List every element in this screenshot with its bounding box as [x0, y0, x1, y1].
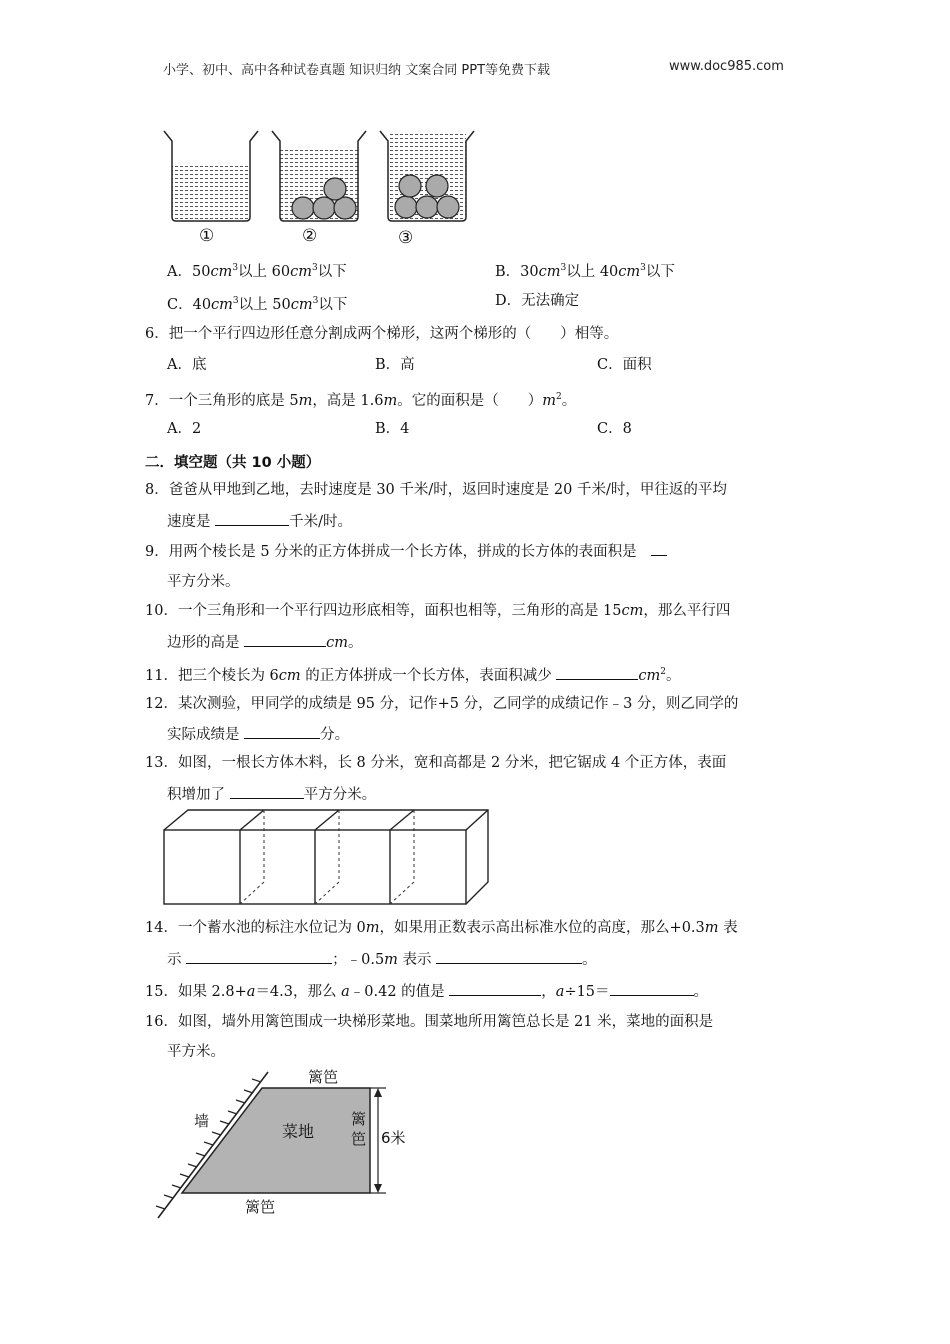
q14-line2: 示 ；﹣0.5m 表示 。 — [167, 949, 597, 970]
garden-figure — [150, 1060, 410, 1220]
q15-text: 15．如果 2.8+a＝4.3，那么 a﹣0.42 的值是 ，a÷15＝ 。 — [145, 981, 708, 1002]
q15-blank-1[interactable] — [449, 981, 541, 996]
section-title-fill-blank: 二．填空题（共 10 小题） — [145, 455, 321, 471]
q11-blank[interactable] — [556, 665, 638, 680]
beaker-2 — [272, 131, 366, 221]
q7-text: 7．一个三角形的底是 5m，高是 1.6m。它的面积是（ ）$m^2$。 — [145, 392, 577, 409]
garden-label-height: 6米 — [381, 1129, 406, 1147]
garden-label-top-fence: 篱笆 — [308, 1068, 339, 1086]
q11-text: 11．把三个棱长为 6cm 的正方体拼成一个长方体，表面积减少 $cm^2$。 — [145, 662, 681, 686]
q6-option-a: A．底 — [167, 357, 207, 373]
wood-block-figure — [160, 806, 495, 908]
q12-line2: 实际成绩是 分。 — [167, 724, 349, 745]
q6-option-c: C．面积 — [597, 357, 652, 373]
q10-blank[interactable] — [244, 632, 326, 647]
beaker-label-3: ③ — [398, 228, 414, 248]
header-left: 小学、初中、高中各种试卷真题 知识归纳 文案合同 PPT等免费下载 — [163, 63, 551, 78]
q13-blank[interactable] — [230, 784, 304, 799]
q7-option-c: C．8 — [597, 421, 632, 437]
beaker-label-1: ① — [199, 226, 215, 246]
garden-label-bottom-fence: 篱笆 — [245, 1198, 276, 1216]
q16-line1: 16．如图，墙外用篱笆围成一块梯形菜地。围菜地所用篱笆总长是 21 米，菜地的面积是 — [145, 1014, 714, 1030]
q9-line1: 9．用两个棱长是 5 分米的正方体拼成一个长方体，拼成的长方体的表面积是 — [145, 541, 667, 562]
q12-line1: 12．某次测验，甲同学的成绩是 95 分，记作+5 分，乙同学的成绩记作﹣3 分，则乙同学的 — [145, 696, 739, 712]
beaker-1 — [164, 131, 258, 221]
header-url: www.doc985.com — [669, 59, 784, 74]
q5-option-a: A．$50cm^3$以上 $60cm^3$以下 — [167, 263, 347, 280]
q16-line2: 平方米。 — [167, 1044, 225, 1060]
q13-line2: 积增加了 平方分米。 — [167, 784, 376, 805]
q8-blank[interactable] — [215, 511, 289, 526]
q9-blank[interactable] — [651, 541, 667, 556]
garden-label-wall: 墙 — [194, 1112, 210, 1130]
garden-label-side-fence-1: 篱 — [351, 1110, 367, 1128]
q7-option-b: B．4 — [375, 421, 410, 437]
beaker-label-2: ② — [302, 226, 318, 246]
q10-line2: 边形的高是 cm。 — [167, 632, 362, 653]
q14-line1: 14．一个蓄水池的标注水位记为 0m，如果用正数表示高出标准水位的高度，那么+0.3m 表 — [145, 920, 738, 936]
q5-option-b: B．$30cm^3$以上 $40cm^3$以下 — [495, 263, 675, 280]
q5-option-d: D．无法确定 — [495, 293, 580, 309]
q14-blank-1[interactable] — [186, 949, 332, 964]
garden-label-field: 菜地 — [282, 1122, 315, 1141]
q12-blank[interactable] — [244, 724, 320, 739]
q5-option-c: C．$40cm^3$以上 $50cm^3$以下 — [167, 296, 348, 313]
q13-line1: 13．如图，一根长方体木料，长 8 分米，宽和高都是 2 分米，把它锯成 4 个正方体，表面 — [145, 755, 727, 771]
q6-text: 6．把一个平行四边形任意分割成两个梯形，这两个梯形的（ ）相等。 — [145, 326, 619, 342]
beaker-3 — [380, 131, 474, 221]
q10-line1: 10．一个三角形和一个平行四边形底相等，面积也相等，三角形的高是 15cm，那么平行四 — [145, 603, 731, 619]
q14-blank-2[interactable] — [436, 949, 582, 964]
q8-line2: 速度是 千米/时。 — [167, 511, 352, 532]
q9-line2: 平方分米。 — [167, 574, 240, 590]
garden-label-side-fence-2: 笆 — [351, 1130, 367, 1148]
q15-blank-2[interactable] — [610, 981, 694, 996]
q6-option-b: B．高 — [375, 357, 415, 373]
q8-line1: 8．爸爸从甲地到乙地，去时速度是 30 千米/时，返回时速度是 20 千米/时，甲往返的平均 — [145, 482, 727, 498]
q7-option-a: A．2 — [167, 421, 202, 437]
